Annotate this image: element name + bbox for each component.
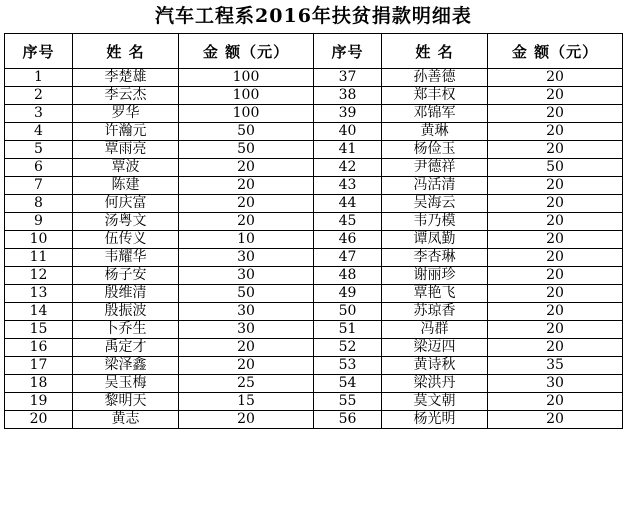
cell-name: 黄琳: [382, 123, 488, 141]
cell-no: 1: [5, 69, 73, 87]
table-body: [5, 69, 623, 429]
cell-name: 吴海云: [382, 195, 488, 213]
cell-name: 李杏琳: [382, 249, 488, 267]
cell-amount: 20: [488, 249, 623, 267]
cell-name: 禹定才: [73, 339, 179, 357]
cell-no: 47: [314, 249, 382, 267]
cell-no: 39: [314, 105, 382, 123]
cell-no: 15: [5, 321, 73, 339]
cell-no: 49: [314, 285, 382, 303]
cell-no: 4: [5, 123, 73, 141]
cell-name: 梁泽鑫: [73, 357, 179, 375]
cell-amount: 25: [179, 375, 314, 393]
cell-no: 10: [5, 231, 73, 249]
cell-no: 41: [314, 141, 382, 159]
cell-no: 46: [314, 231, 382, 249]
table-row: [5, 267, 623, 285]
cell-name: 冯群: [382, 321, 488, 339]
cell-no: 48: [314, 267, 382, 285]
cell-name: 韦乃模: [382, 213, 488, 231]
table-row: [5, 321, 623, 339]
cell-amount: 20: [488, 303, 623, 321]
cell-no: 2: [5, 87, 73, 105]
cell-name: 覃波: [73, 159, 179, 177]
cell-amount: 20: [488, 213, 623, 231]
header-name: 姓 名: [382, 34, 488, 69]
cell-name: 黄诗秋: [382, 357, 488, 375]
cell-name: 吴玉梅: [73, 375, 179, 393]
table-row: [5, 231, 623, 249]
cell-amount: 50: [179, 285, 314, 303]
page-title: 汽车工程系2016年扶贫捐款明细表: [155, 5, 472, 27]
cell-no: 13: [5, 285, 73, 303]
cell-name: 韦耀华: [73, 249, 179, 267]
table-row: [5, 357, 623, 375]
cell-no: 51: [314, 321, 382, 339]
cell-amount: 20: [179, 357, 314, 375]
cell-no: 12: [5, 267, 73, 285]
cell-amount: 20: [488, 123, 623, 141]
cell-amount: 20: [179, 411, 314, 429]
cell-no: 44: [314, 195, 382, 213]
table-row: [5, 141, 623, 159]
cell-name: 何庆富: [73, 195, 179, 213]
cell-amount: 30: [179, 303, 314, 321]
cell-no: 19: [5, 393, 73, 411]
cell-amount: 20: [488, 339, 623, 357]
cell-amount: 20: [488, 231, 623, 249]
cell-no: 5: [5, 141, 73, 159]
table-row: [5, 69, 623, 87]
cell-amount: 100: [179, 105, 314, 123]
cell-amount: 30: [179, 267, 314, 285]
cell-no: 18: [5, 375, 73, 393]
cell-no: 56: [314, 411, 382, 429]
cell-amount: 20: [488, 69, 623, 87]
table-row: [5, 123, 623, 141]
cell-name: 李楚雄: [73, 69, 179, 87]
cell-no: 6: [5, 159, 73, 177]
cell-name: 谢丽珍: [382, 267, 488, 285]
cell-amount: 100: [179, 69, 314, 87]
table-row: [5, 177, 623, 195]
table-row: [5, 249, 623, 267]
cell-amount: 20: [488, 141, 623, 159]
cell-name: 莫文朝: [382, 393, 488, 411]
cell-no: 55: [314, 393, 382, 411]
cell-name: 尹德祥: [382, 159, 488, 177]
cell-name: 黎明天: [73, 393, 179, 411]
cell-name: 黄志: [73, 411, 179, 429]
cell-name: 罗华: [73, 105, 179, 123]
cell-amount: 20: [488, 285, 623, 303]
cell-amount: 35: [488, 357, 623, 375]
cell-no: 45: [314, 213, 382, 231]
table-row: [5, 375, 623, 393]
cell-name: 许瀚元: [73, 123, 179, 141]
header-name: 姓 名: [73, 34, 179, 69]
cell-no: 42: [314, 159, 382, 177]
cell-amount: 20: [488, 177, 623, 195]
cell-amount: 30: [179, 249, 314, 267]
cell-no: 52: [314, 339, 382, 357]
cell-no: 38: [314, 87, 382, 105]
cell-name: 汤粤文: [73, 213, 179, 231]
cell-name: 覃艳飞: [382, 285, 488, 303]
table-row: [5, 87, 623, 105]
table-row: [5, 195, 623, 213]
cell-name: 杨俭玉: [382, 141, 488, 159]
header-amount: 金 额（元）: [488, 34, 623, 69]
header-no: 序号: [5, 34, 73, 69]
cell-no: 40: [314, 123, 382, 141]
cell-amount: 50: [488, 159, 623, 177]
cell-amount: 20: [488, 87, 623, 105]
cell-amount: 20: [488, 105, 623, 123]
table-row: [5, 285, 623, 303]
cell-name: 梁迈四: [382, 339, 488, 357]
cell-amount: 20: [488, 411, 623, 429]
table-row: [5, 393, 623, 411]
cell-no: 37: [314, 69, 382, 87]
cell-no: 20: [5, 411, 73, 429]
table-row: [5, 339, 623, 357]
cell-no: 53: [314, 357, 382, 375]
cell-amount: 15: [179, 393, 314, 411]
cell-name: 卜乔生: [73, 321, 179, 339]
cell-name: 杨子安: [73, 267, 179, 285]
cell-name: 李云杰: [73, 87, 179, 105]
cell-name: 陈建: [73, 177, 179, 195]
cell-name: 谭凤勤: [382, 231, 488, 249]
cell-amount: 20: [488, 393, 623, 411]
cell-no: 9: [5, 213, 73, 231]
cell-amount: 20: [179, 159, 314, 177]
cell-no: 3: [5, 105, 73, 123]
table-row: [5, 303, 623, 321]
cell-name: 苏琼香: [382, 303, 488, 321]
cell-amount: 20: [488, 195, 623, 213]
table-row: [5, 411, 623, 429]
cell-amount: 30: [179, 321, 314, 339]
cell-name: 殷振波: [73, 303, 179, 321]
cell-name: 梁洪丹: [382, 375, 488, 393]
cell-amount: 100: [179, 87, 314, 105]
donation-table: [4, 33, 623, 429]
header-amount: 金 额（元）: [179, 34, 314, 69]
cell-amount: 50: [179, 123, 314, 141]
cell-amount: 20: [488, 321, 623, 339]
cell-no: 16: [5, 339, 73, 357]
cell-name: 郑丰权: [382, 87, 488, 105]
table-row: [5, 105, 623, 123]
cell-no: 8: [5, 195, 73, 213]
table-header-row: [5, 34, 623, 69]
cell-amount: 10: [179, 231, 314, 249]
cell-name: 覃雨亮: [73, 141, 179, 159]
cell-name: 邓锦军: [382, 105, 488, 123]
cell-amount: 20: [179, 177, 314, 195]
cell-no: 7: [5, 177, 73, 195]
cell-no: 43: [314, 177, 382, 195]
cell-amount: 20: [179, 339, 314, 357]
cell-name: 殷维清: [73, 285, 179, 303]
cell-name: 杨光明: [382, 411, 488, 429]
cell-no: 50: [314, 303, 382, 321]
cell-name: 伍传义: [73, 231, 179, 249]
cell-amount: 50: [179, 141, 314, 159]
table-row: [5, 159, 623, 177]
cell-no: 14: [5, 303, 73, 321]
cell-amount: 20: [179, 195, 314, 213]
cell-no: 11: [5, 249, 73, 267]
cell-amount: 20: [488, 267, 623, 285]
cell-no: 54: [314, 375, 382, 393]
cell-name: 孙善德: [382, 69, 488, 87]
header-no: 序号: [314, 34, 382, 69]
table-row: [5, 213, 623, 231]
cell-amount: 30: [488, 375, 623, 393]
cell-name: 冯活清: [382, 177, 488, 195]
cell-no: 17: [5, 357, 73, 375]
cell-amount: 20: [179, 213, 314, 231]
